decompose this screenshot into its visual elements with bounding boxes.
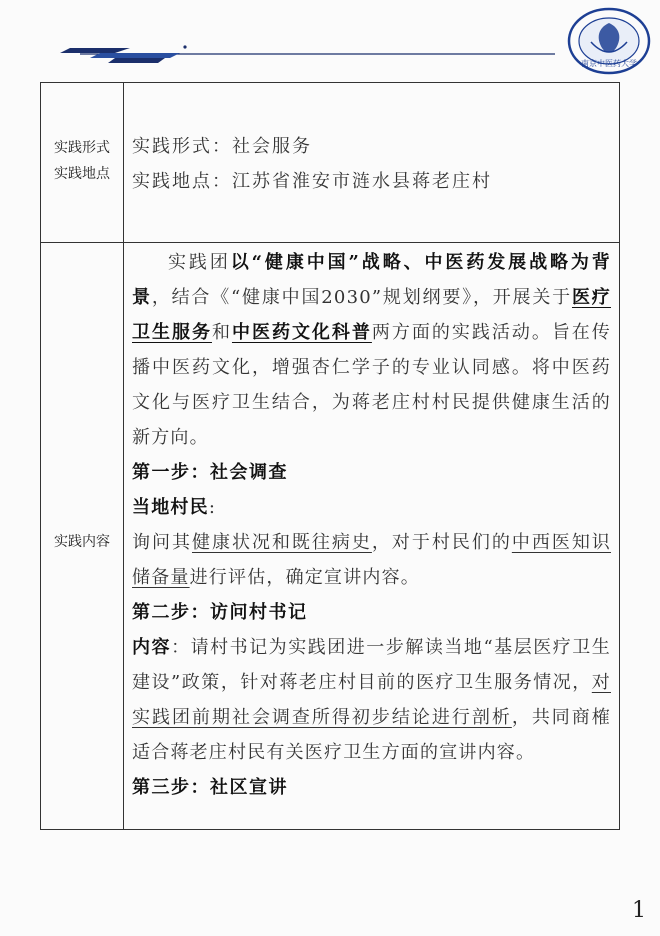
step2-subhead-label: 内容	[132, 637, 172, 658]
step1-text: 询问其	[132, 532, 192, 553]
label-practice-place: 实践地点	[54, 166, 110, 182]
step2-text: ：请村书记为实践团进一步解读当地“基层医疗卫生建设”政策，针对蒋老庄村目前的医疗卫生服务情况，	[132, 637, 611, 693]
table-row-content	[41, 243, 619, 829]
step1-text: ，对于村民们的	[371, 532, 512, 553]
intro-text: 两方面的实践活动。旨在传播中医药文化，增强杏仁学子的专业认同感。将中医药文化与医疗卫生结合，为蒋老庄村村民提供健康生活的新方向。	[132, 322, 611, 448]
university-logo	[566, 6, 652, 76]
step3-heading: 第三步：社区宣讲	[132, 777, 288, 798]
step2-heading: 第二步：访问村书记	[132, 602, 308, 623]
label-practice-content: 实践内容	[54, 534, 110, 550]
step1-subhead-colon: :	[208, 497, 217, 518]
step1-subhead	[132, 490, 611, 525]
svg-text:南京中医药大学: 南京中医药大学	[581, 59, 637, 68]
intro-paragraph	[132, 245, 611, 455]
step1-underline-health: 健康状况和既往病史	[191, 532, 372, 553]
step1-heading: 第一步：社会调查	[132, 462, 288, 483]
intro-highlight-tcm-culture: 中医药文化科普	[231, 322, 372, 343]
page-number: 1	[632, 898, 646, 923]
step1-underline-knowledge: 中西医知识储备量	[132, 532, 612, 588]
step1-text: 进行评估，确定宣讲内容。	[189, 567, 421, 588]
intro-highlight-medical-service: 医疗卫生服务	[132, 287, 611, 343]
label-practice-form: 实践形式	[54, 140, 110, 156]
table-row-form-place	[41, 83, 619, 243]
intro-text: ，结合《“健康中国2030”规划纲要》，开展关于	[151, 287, 572, 308]
intro-text: 和	[211, 322, 232, 343]
intro-bold-background: 以“健康中国”战略、中医药发展战略为背景	[132, 252, 611, 308]
step1-subhead-label: 当地村民	[132, 497, 209, 518]
step2-text: ，共同商榷适合蒋老庄村民有关医疗卫生方面的宣讲内容。	[132, 707, 611, 763]
step1-paragraph	[132, 525, 611, 595]
practice-content-cell	[124, 243, 619, 829]
practice-info-table	[40, 82, 620, 830]
practice-place-line: 实践地点：江苏省淮安市涟水县蒋老庄村	[132, 171, 492, 192]
row-label-cell	[41, 83, 124, 242]
row-content-cell	[124, 83, 619, 242]
step2-underline-analysis: 对实践团前期社会调查所得初步结论进行剖析	[132, 672, 611, 728]
step2-paragraph	[132, 630, 611, 770]
header-decoration	[60, 44, 560, 68]
intro-text: 实践团	[168, 252, 231, 273]
practice-form-line: 实践形式：社会服务	[132, 136, 312, 157]
row-label-cell	[41, 243, 124, 829]
